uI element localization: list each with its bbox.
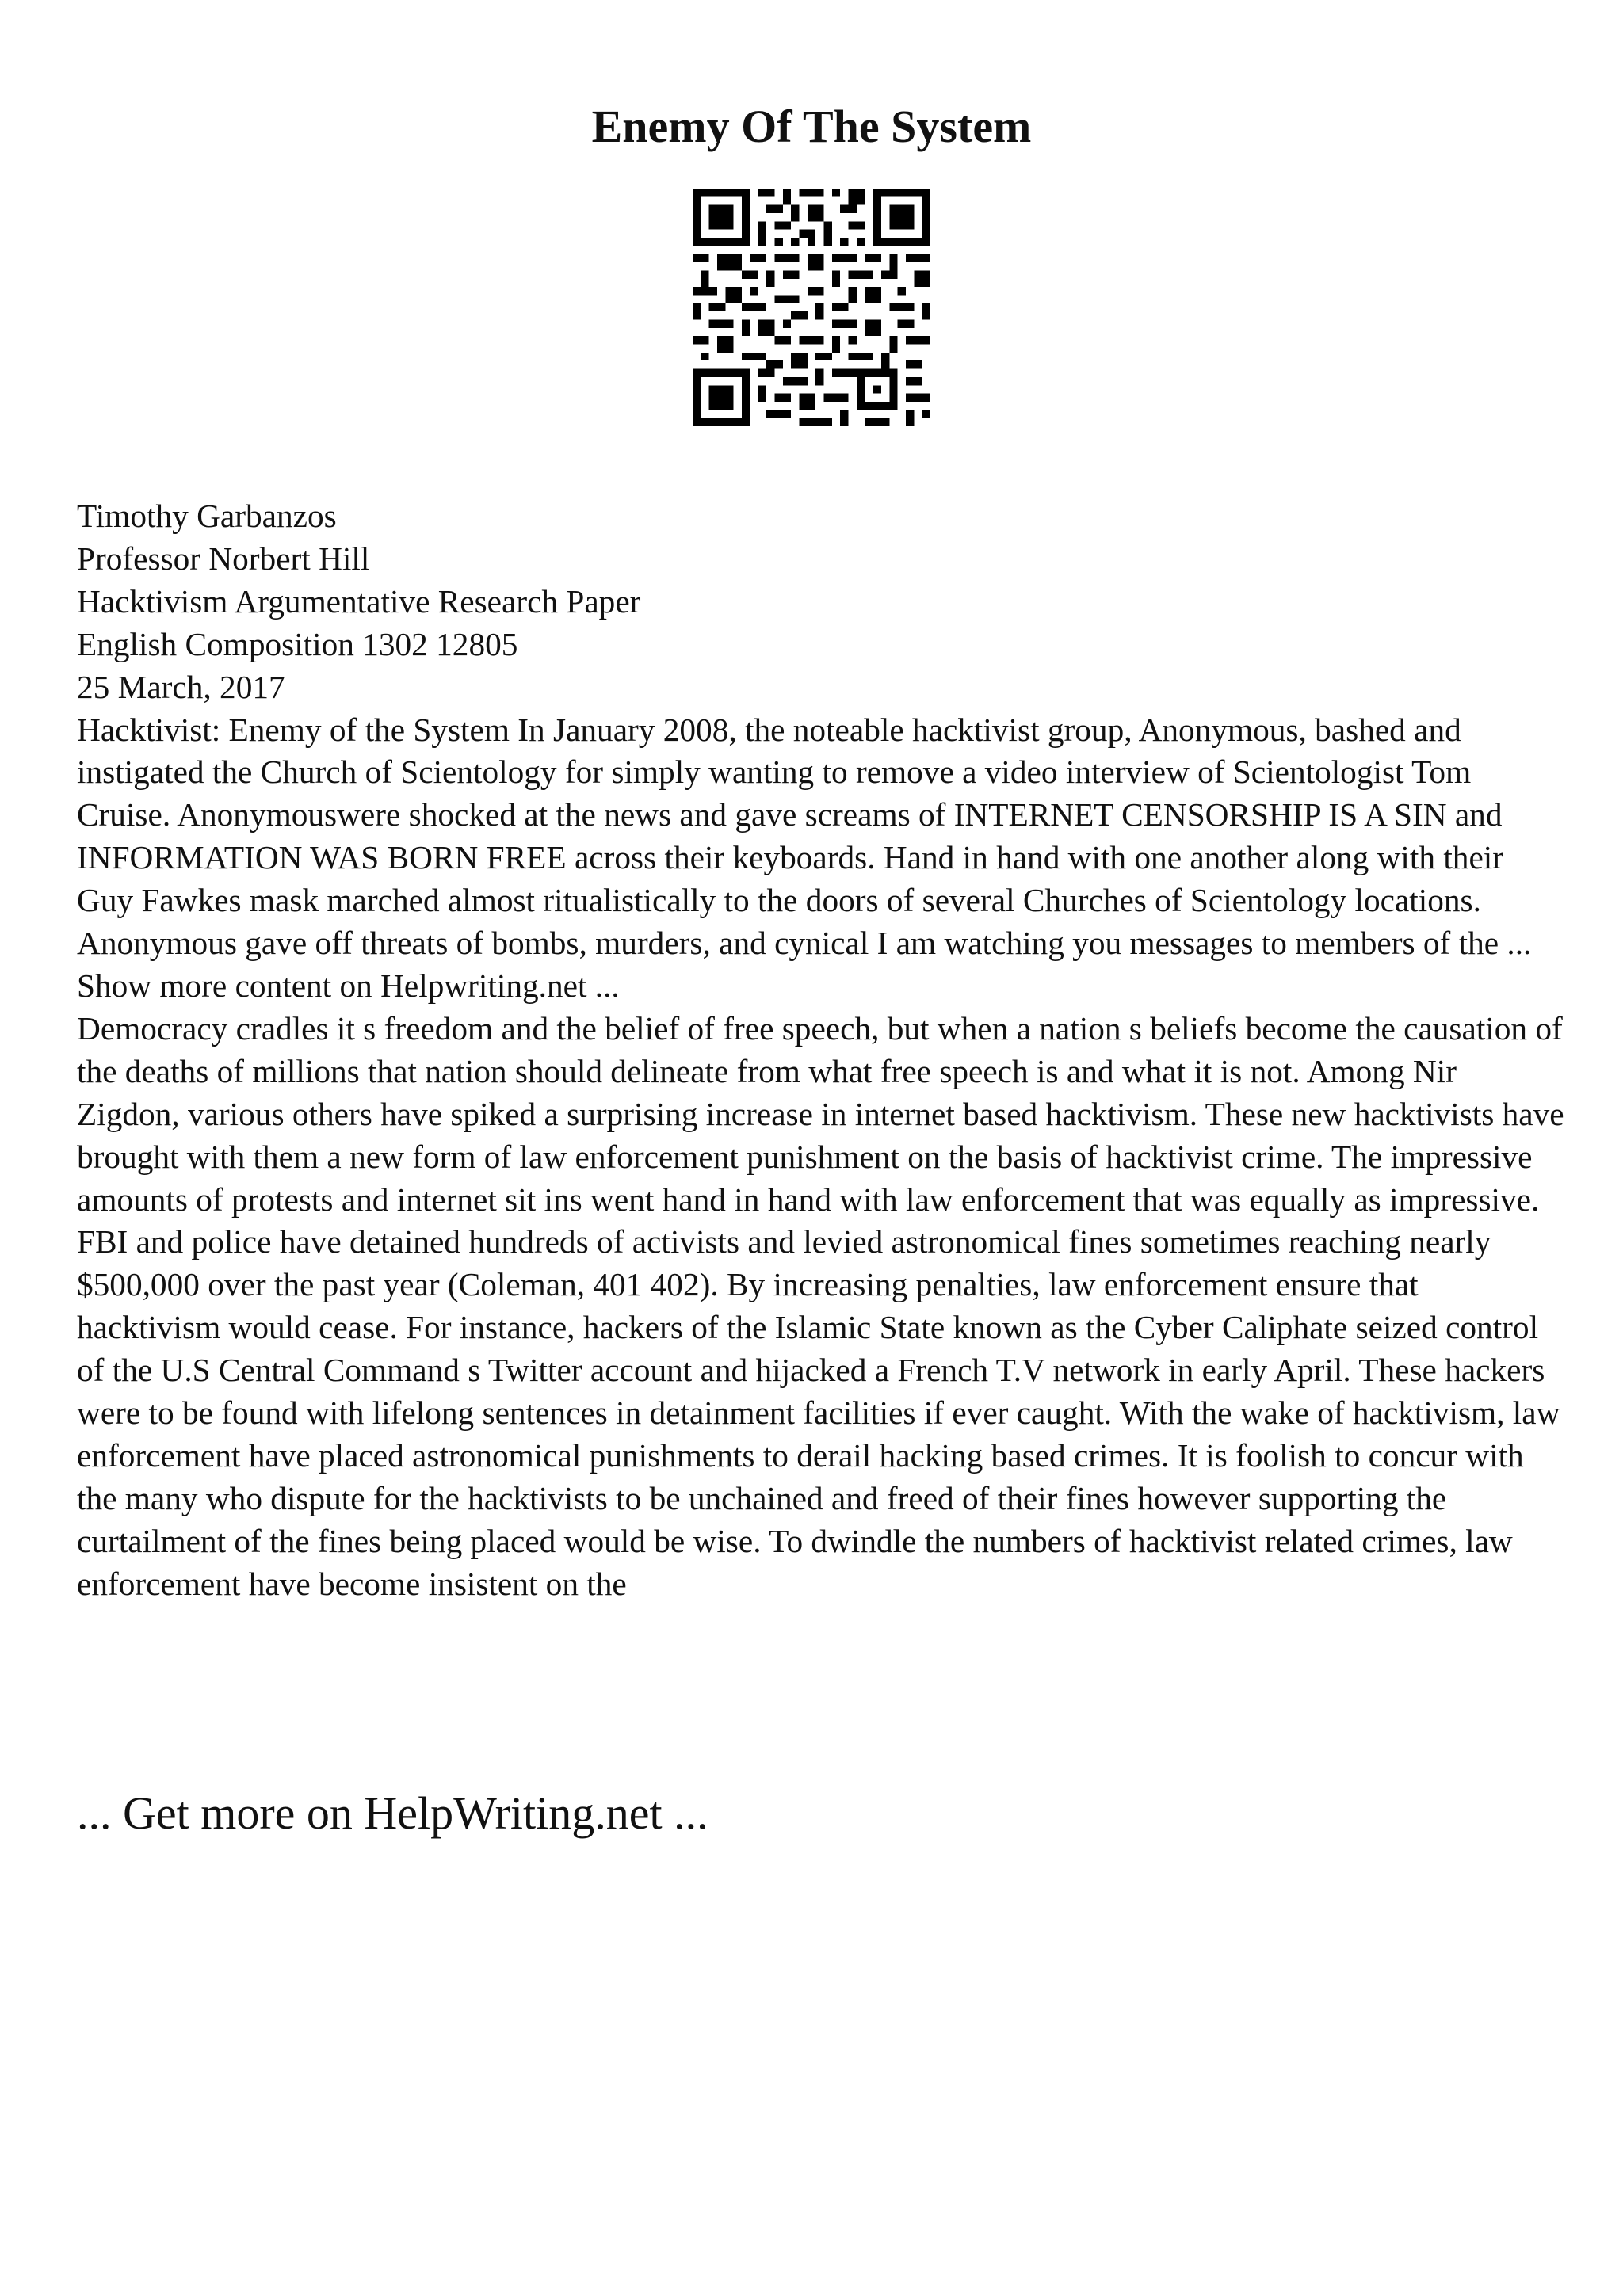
paragraph-intro: Hacktivist: Enemy of the System In January 2008, the noteable hacktivist group, Anonymous, bashed and instigated the Church of Scientology for simply wanting to remove a video interview of Scientologist Tom Cruise. Anonymouswere shocked at the news and gave screams of INTERNET CENSORSHIP IS A SIN and INFORMATION WAS BORN FREE across their keyboards. Hand in hand with one another along with their Guy Fawkes mask marched almost ritualistically to the doors of several Churches of Scientology locations. Anonymous gave off threats of bombs, murders, and cynical I am watching you messages to members of the ... Show more content on Helpwriting.net ... — [77, 711, 1532, 1004]
document-title: Enemy Of The System — [591, 101, 1032, 152]
document-body — [77, 495, 1567, 1606]
author-name: Timothy Garbanzos — [77, 498, 337, 534]
get-more-link[interactable]: ... Get more on HelpWriting.net ... — [77, 1787, 708, 1839]
qr-code-icon — [693, 189, 930, 426]
paper-date: 25 March, 2017 — [77, 668, 285, 705]
professor-name: Professor Norbert Hill — [77, 540, 370, 577]
course-name: English Composition 1302 12805 — [77, 625, 518, 662]
paragraph-body: Democracy cradles it s freedom and the belief of free speech, but when a nation s beliefs become the causation of the deaths of millions that nation should delineate from what free speech is and what it is not. Among Nir Zigdon, various others have spiked a surprising increase in internet based hacktivism. These new hacktivists have brought with them a new form of law enforcement punishment on the basis of hacktivist crime. The impressive amounts of protests and internet sit ins went hand in hand with law enforcement that was equally as impressive. FBI and police have detained hundreds of activists and levied astronomical fines sometimes reaching nearly $500,000 over the past year (Coleman, 401 402). By increasing penalties, law enforcement ensure that hacktivism would cease. For instance, hackers of the Islamic State known as the Cyber Caliphate seized control of the U.S Central Command s Twitter account and hijacked a French T.V network in early April. These hackers were to be found with lifelong sentences in detainment facilities if ever caught. With the wake of hacktivism, law enforcement have placed astronomical punishments to derail hacking based crimes. It is foolish to concur with the many who dispute for the hacktivists to be unchained and freed of their fines however supporting the curtailment of the fines being placed would be wise. To dwindle the numbers of hacktivist related crimes, law enforcement have become insistent on the — [77, 1009, 1564, 1602]
paper-type: Hacktivism Argumentative Research Paper — [77, 582, 641, 620]
